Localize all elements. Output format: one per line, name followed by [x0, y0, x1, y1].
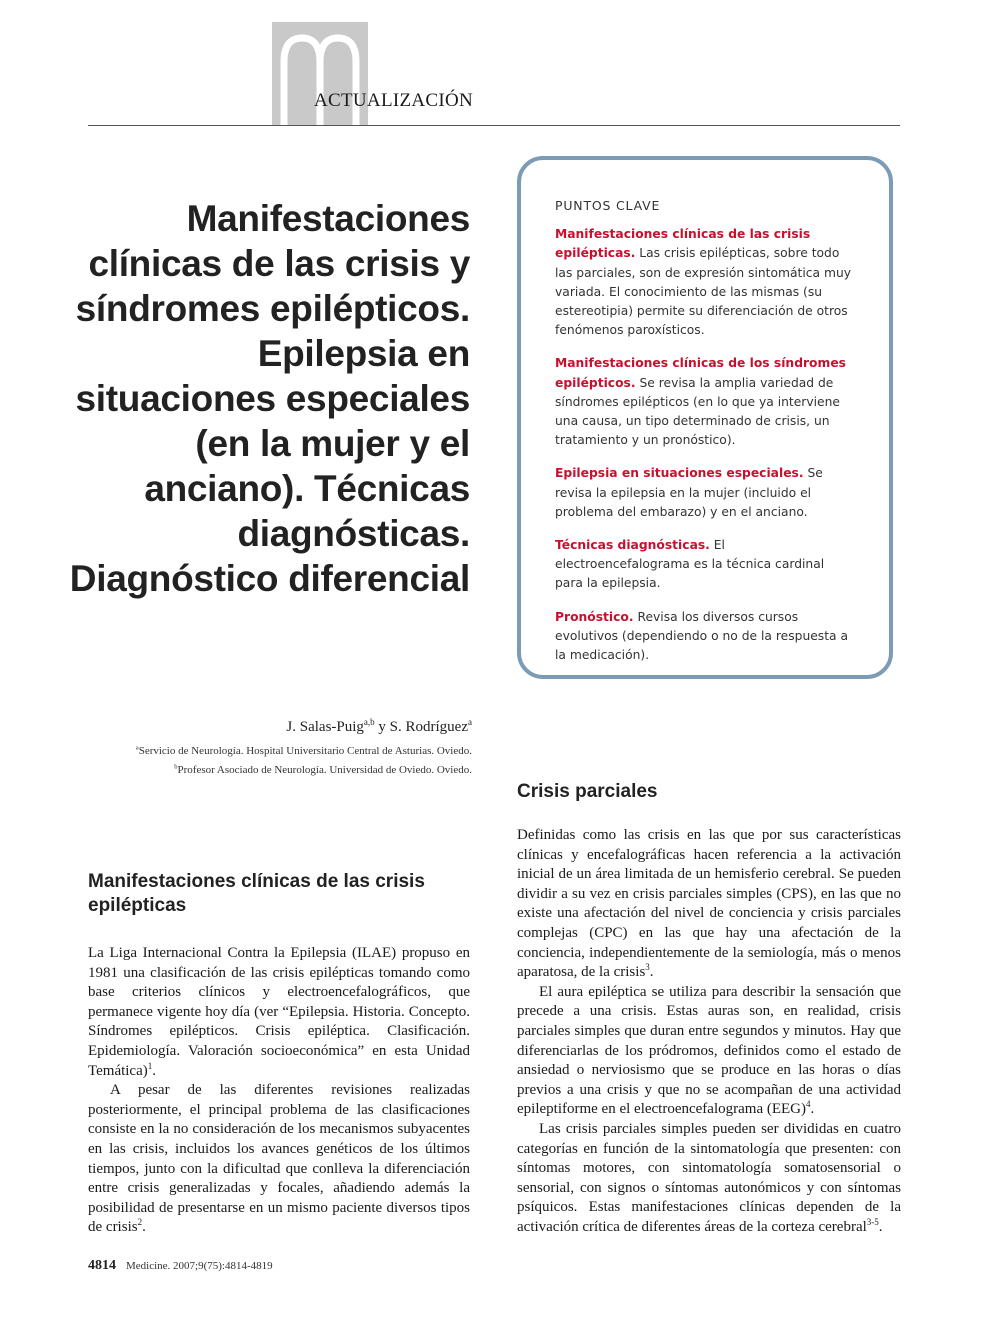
section-label: ACTUALIZACIÓN: [314, 90, 474, 111]
paragraph: El aura epiléptica se utiliza para describir la sensación que precede a una crisis. Estas auras son, en realidad, crisis parciales simples que duran entre segundos y minutos. Hay que diferenciarlas de los pródromos, definidos como el estado de ansiedad o nerviosismo que se produce en las horas o días previos a una crisis y que no se acompañan de una actividad epileptiforme en el electroencefalograma (EEG)$^4$.: [517, 983, 901, 1118]
key-point: Técnicas diagnósticas. El electroencefalograma es la técnica cardinal para la epilepsia.: [555, 538, 825, 591]
right-column-text: [517, 826, 901, 1237]
affiliation: $^a$Servicio de Neurología. Hospital Universitario Central de Asturias. Oviedo.: [135, 744, 472, 757]
author-1-sup: a,b: [363, 717, 375, 727]
left-column-text: [88, 944, 470, 1238]
authors: [100, 719, 472, 736]
key-point: Manifestaciones clínicas de las crisis epilépticas. Las crisis epilépticas, sobre todo las parciales, son de expresión sintomática muy variada. El conocimiento de las mismas (su estereotipia) permite su diferenciación de otros fenómenos paroxísticos.: [555, 227, 852, 338]
author-2-sup: a: [468, 717, 472, 727]
author-1: J. Salas-Puig: [286, 719, 364, 735]
page-number: 4814: [88, 1258, 116, 1273]
key-point: Pronóstico. Revisa los diversos cursos evolutivos (dependiendo o no de la respuesta a la medicación).: [555, 609, 849, 663]
author-connector: y: [374, 719, 390, 735]
paragraph: Definidas como las crisis en las que por sus características clínicas y encefalográficas hacen referencia a la activación inicial de un área limitada de un hemisferio cerebral. Se pueden dividir a su vez en crisis parciales simples (CPS), en las que no existe una afectación del nivel de conciencia y crisis parciales complejas (CPC) en las que hay una afectación de la conciencia, independientemente de la semiología, más o menos aparatosa, de la crisis$^3$.: [517, 827, 901, 981]
paragraph: Las crisis parciales simples pueden ser divididas en cuatro categorías en función de la sintomatología que presenten: con síntomas motores, con sintomatología somatosensorial o sensorial, con signos o síntomas autonómicos y con síntomas psíquicos. Estas manifestaciones clínicas dependen de la activación crítica de diferentes áreas de la corteza cerebral$^{3-5}$.: [517, 1120, 901, 1235]
key-points-box: [517, 156, 893, 679]
affiliation: $^b$Profesor Asociado de Neurología. Universidad de Oviedo. Oviedo.: [174, 763, 472, 776]
key-points-heading: PUNTOS CLAVE: [555, 198, 661, 213]
page-footer: [88, 1258, 273, 1274]
journal-citation: Medicine. 2007;9(75):4814-4819: [126, 1260, 273, 1272]
paragraph: La Liga Internacional Contra la Epilepsia (ILAE) propuso en 1981 una clasificación de las crisis epilépticas tomando como base criterios clínicos y electroencefalográficos, que permanece vigente hoy día (ver “Epilepsia. Historia. Concepto. Síndromes epilépticos. Crisis epiléptica. Clasificación. Epidemiología. Valoración socioeconómica” en esta Unidad Temática)$^1$.: [88, 945, 470, 1079]
header-rule: [88, 125, 900, 126]
key-point: Epilepsia en situaciones especiales. Se revisa la epilepsia en la mujer (incluido el problema del embarazo) y en el anciano.: [555, 466, 823, 519]
author-2: S. Rodríguez: [389, 719, 468, 735]
article-title: Manifestaciones clínicas de las crisis y síndromes epilépticos. Epilepsia en situaciones especiales (en la mujer y el anciano). Técnicas diagnósticas. Diagnóstico diferencial: [69, 198, 470, 599]
key-point: Manifestaciones clínicas de los síndromes epilépticos. Se revisa la amplia variedad de síndromes epilépticos (en lo que ya interviene una causa, un tipo determinado de crisis, un tratamiento y un pronóstico).: [555, 356, 846, 448]
section-heading-right: Crisis parciales: [517, 781, 658, 802]
paragraph: A pesar de las diferentes revisiones realizadas posteriormente, el principal problema de las clasificaciones consiste en la no consideración de los mecanismos subyacentes en las crisis, incluidos los avances genéticos de los últimos tiempos, junto con la dificultad que conlleva la diferenciación entre crisis generalizadas y focales, añadiendo además la posibilidad de presentarse en un mismo paciente diversos tipos de crisis$^2$.: [88, 1082, 470, 1236]
section-heading-left: Manifestaciones clínicas de las crisis epilépticas: [88, 871, 425, 916]
